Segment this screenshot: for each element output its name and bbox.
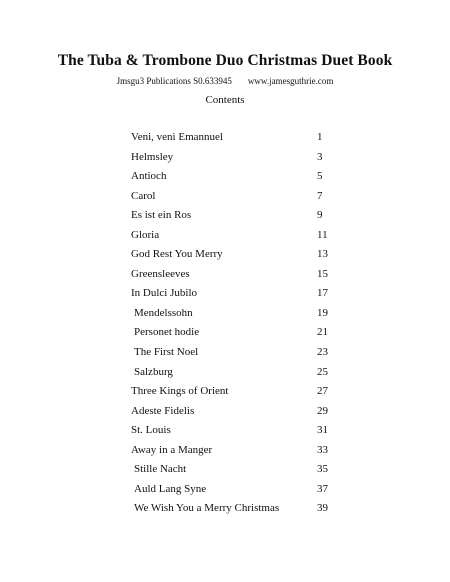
toc-entry-page: 7 <box>317 189 323 202</box>
toc-entry-title: We Wish You a Merry Christmas <box>134 502 280 515</box>
toc-entry-title: Es ist ein Ros <box>131 209 192 222</box>
toc-entry-page: 23 <box>317 346 328 359</box>
toc-entry <box>131 480 331 500</box>
toc-entry-title: Three Kings of Orient <box>131 385 229 398</box>
toc-entry <box>131 499 331 519</box>
toc-entry <box>131 128 331 148</box>
toc-entry <box>131 441 331 461</box>
toc-entry-title: The First Noel <box>134 346 199 359</box>
toc-entry <box>131 402 331 422</box>
toc-entry <box>131 284 331 304</box>
toc-entry-title: Helmsley <box>131 150 174 163</box>
toc-entry-title: Greensleeves <box>131 267 190 280</box>
contents-heading: Contents <box>205 94 245 106</box>
toc-entry-page: 5 <box>317 170 323 183</box>
toc-entry <box>131 206 331 226</box>
toc-entry-title: Carol <box>131 189 156 202</box>
toc-entry-page: 13 <box>317 248 328 261</box>
toc-entry <box>131 382 331 402</box>
toc-entry-page: 15 <box>317 267 328 280</box>
toc-entry-title: Gloria <box>131 228 160 241</box>
toc-entry <box>131 343 331 363</box>
toc-entry <box>131 265 331 285</box>
toc-entry-title: Antioch <box>131 170 167 183</box>
publisher-text: Jmsgu3 Publications S0.633945 <box>116 76 232 86</box>
toc-entry-title: God Rest You Merry <box>131 248 223 261</box>
toc-entry <box>131 187 331 207</box>
toc-entry <box>131 460 331 480</box>
toc-entry <box>131 304 331 324</box>
toc-entry <box>131 363 331 383</box>
toc-entry-page: 37 <box>317 482 328 495</box>
toc-entry <box>131 226 331 246</box>
toc-entry-title: Personet hodie <box>134 326 200 339</box>
toc-entry <box>131 245 331 265</box>
toc-entry-page: 27 <box>317 385 328 398</box>
toc-entry-title: Stille Nacht <box>134 463 187 476</box>
toc-entry-page: 1 <box>317 131 323 143</box>
toc-entry-page: 39 <box>317 502 328 515</box>
toc-entry-page: 29 <box>317 404 328 417</box>
toc-entry-page: 21 <box>317 326 328 339</box>
toc-entry <box>131 323 331 343</box>
toc-entry-page: 35 <box>317 463 328 476</box>
toc-entry-page: 3 <box>317 150 323 163</box>
website-text: www.jamesguthrie.com <box>247 76 334 86</box>
toc-entry-page: 33 <box>317 443 328 456</box>
toc-entry <box>131 421 331 441</box>
document-title: The Tuba & Trombone Duo Christmas Duet Book <box>57 52 393 69</box>
toc-entry-title: Adeste Fidelis <box>131 404 195 417</box>
toc-entry-title: Away in a Manger <box>131 443 213 456</box>
toc-entry-page: 31 <box>317 424 328 437</box>
toc-entry-title: Auld Lang Syne <box>134 482 207 495</box>
toc-entry <box>131 167 331 187</box>
toc-entry-page: 19 <box>317 306 328 319</box>
table-of-contents <box>131 128 331 519</box>
toc-entry-page: 9 <box>317 209 323 222</box>
toc-entry-page: 17 <box>317 287 328 300</box>
toc-entry-page: 11 <box>317 228 328 241</box>
toc-entry-page: 25 <box>317 365 328 378</box>
toc-entry-title: In Dulci Jubilo <box>131 287 197 300</box>
toc-entry-title: Mendelssohn <box>134 306 193 319</box>
toc-entry-title: Veni, veni Emannuel <box>131 131 223 143</box>
toc-entry <box>131 148 331 168</box>
toc-entry-title: Salzburg <box>134 365 173 378</box>
toc-entry-title: St. Louis <box>131 424 171 437</box>
publication-line <box>0 76 450 86</box>
